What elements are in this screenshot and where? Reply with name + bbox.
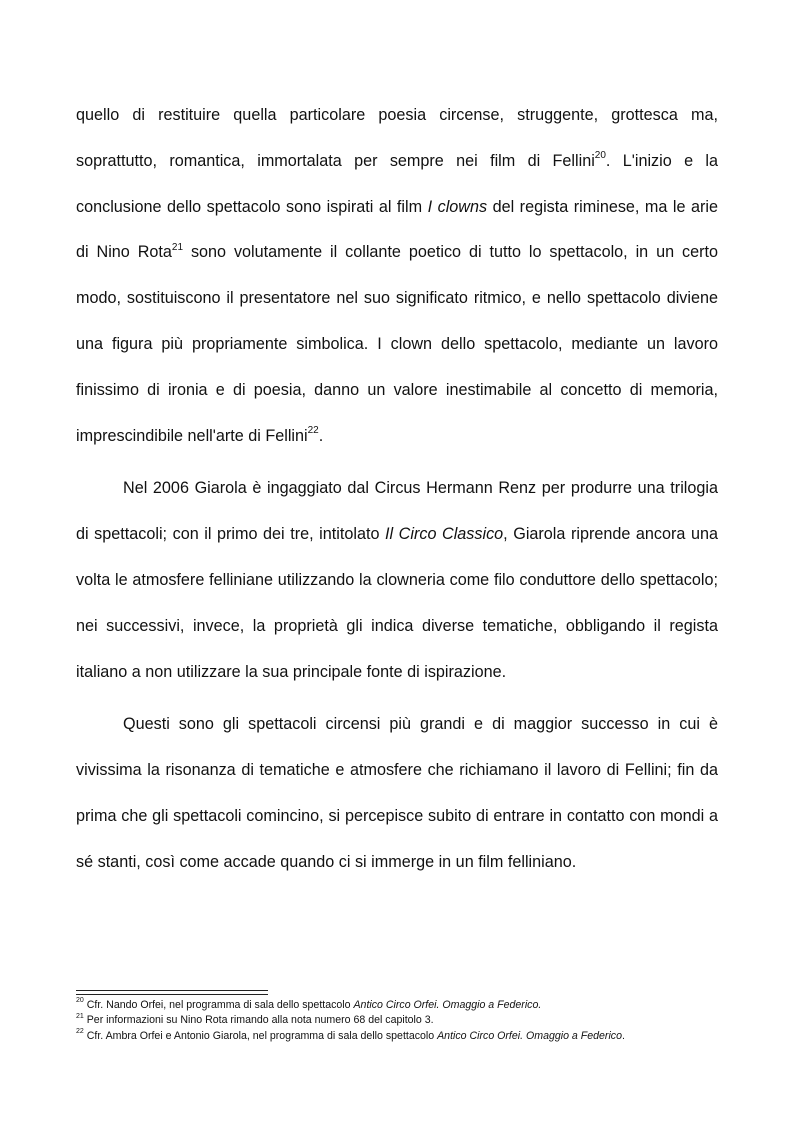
footnote-22 <box>76 1029 776 1044</box>
paragraph-3 <box>76 702 718 885</box>
text-run: Cfr. Ambra Orfei e Antonio Giarola, nel programma di sala dello spettacolo <box>83 1029 438 1042</box>
italic-title: I clowns <box>427 197 488 216</box>
footnote-ref: 20 <box>594 150 606 162</box>
text-run: , Giarola riprende ancora una volta le atmosfere felliniane utilizzando la clowneria come filo conduttore dello spettacolo; nei successivi, invece, la proprietà gli indica diverse tematiche, obbligando il regista italiano a non utilizzare la sua principale fonte di ispirazione. <box>76 525 718 681</box>
text-run: Nel 2006 Giarola è ingaggiato dal Circus Hermann Renz per produrre una trilogia di spettacoli; con il primo dei tre, intitolato <box>76 479 718 544</box>
text-run: quello di restituire quella particolare poesia circense, struggente, grottesca ma, soprattutto, romantica, immortalata per sempre nei film di Fellini <box>76 106 718 170</box>
footnote-number: 22 <box>76 1028 84 1036</box>
text-run: . <box>621 1029 625 1042</box>
text-run: Cfr. Nando Orfei, nel programma di sala dello spettacolo <box>83 999 354 1011</box>
footnote-ref: 22 <box>307 425 319 437</box>
footnote-separator <box>76 990 268 991</box>
footnotes <box>76 998 776 1044</box>
text-run: Questi sono gli spettacoli circensi più grandi e di maggior successo in cui è vivissima la risonanza di tematiche e atmosfere che richiamano il lavoro di Fellini; fin da prima che gli spettacoli comincino, si percepisce subito di entrare in contatto con mondi a sé stanti, così come accade quando ci si immerge in un film felliniano. <box>76 715 718 871</box>
text-run: Per informazioni su Nino Rota rimando alla nota numero 68 del capitolo 3. <box>83 1014 434 1027</box>
paragraph-2 <box>76 466 718 695</box>
text-run: sono volutamente il collante poetico di tutto lo spettacolo, in un certo modo, sostituiscono il presentatore nel suo significato ritmico, e nello spettacolo diviene una figura più propriamente simbolica. I clown dello spettacolo, mediante un lavoro finissimo di ironia e di poesia, danno un valore inestimabile al concetto di memoria, imprescindibile nell'arte di Fellini <box>76 243 718 445</box>
footnote-21 <box>76 1013 776 1028</box>
body-text <box>76 93 718 886</box>
footnote-separator-second <box>76 994 268 995</box>
italic-title: Antico Circo Orfei. Omaggio a Federico <box>437 1029 622 1042</box>
footnote-number: 21 <box>76 1012 84 1020</box>
text-run: . L'inizio e la conclusione dello spettacolo sono ispirati al film <box>76 151 718 216</box>
footnote-number: 20 <box>76 997 84 1005</box>
italic-title: Il Circo Classico <box>385 525 504 544</box>
footnote-ref: 21 <box>171 242 184 253</box>
text-run: del regista riminese, ma le arie di Nino Rota <box>76 197 718 262</box>
text-run: . <box>318 426 324 445</box>
italic-title: Antico Circo Orfei. Omaggio a Federico. <box>353 999 542 1011</box>
paragraph-1 <box>76 93 718 459</box>
footnote-20 <box>76 998 776 1013</box>
